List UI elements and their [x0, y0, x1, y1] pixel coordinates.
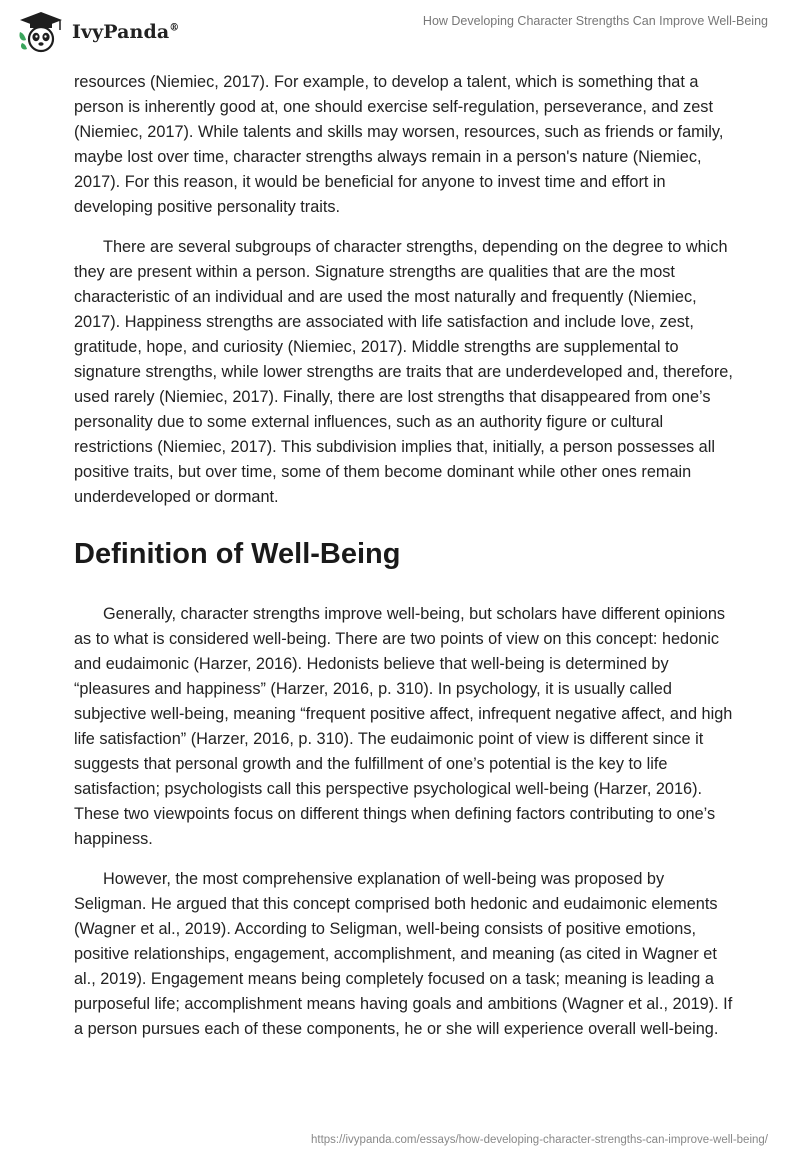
brand-name	[72, 21, 179, 43]
source-url[interactable]: https://ivypanda.com/essays/how-developing-character-strengths-can-improve-well-being/	[310, 1134, 768, 1146]
document-title: How Developing Character Strengths Can Improve Well-Being	[422, 14, 768, 28]
ivypanda-logo[interactable]	[16, 10, 179, 54]
essay-content	[74, 70, 734, 1057]
paragraph-continuation: resources (Niemiec, 2017). For example, to develop a talent, which is something that a person is inherently good at, one should exercise self-regulation, perseverance, and zest (Niemiec, 2017). While talents and skills may worsen, resources, such as friends or family, maybe lost over time, character strengths always remain in a person's nature (Niemiec, 2017). For this reason, it would be beneficial for anyone to invest time and effort in developing positive personality traits.	[74, 73, 724, 216]
page-header	[0, 0, 800, 64]
section-heading: Definition of Well-Being	[74, 538, 401, 570]
paragraph-seligman: However, the most comprehensive explanation of well-being was proposed by Seligman. He argued that this concept comprised both hedonic and eudaimonic elements (Wagner et al., 2019). According to Seligman, well-being consists of positive emotions, positive relationships, engagement, accomplishment, and meaning (as cited in Wagner et al., 2019). Engagement means being completely focused on a task; meaning is leading a purposeful life; accomplishment means having goals and ambitions (Wagner et al., 2019). If a person pursues each of these components, he or she will experience overall well-being.	[74, 870, 733, 1038]
panda-graduation-cap-icon	[16, 10, 66, 54]
brand-name-text: IvyPanda	[72, 21, 170, 43]
paragraph-subgroups: There are several subgroups of character strengths, depending on the degree to which they are present within a person. Signature strengths are qualities that are the most characteristic of an individual and are used the most naturally and frequently (Niemiec, 2017). Happiness strengths are associated with life satisfaction and include love, zest, gratitude, hope, and curiosity (Niemiec, 2017). Middle strengths are supplemental to signature strengths, while lower strengths are traits that are underdeveloped and, therefore, used rarely (Niemiec, 2017). Finally, there are lost strengths that disappeared from one’s personality due to some external influences, such as an authority figure or cultural restrictions (Niemiec, 2017). This subdivision implies that, initially, a person possesses all positive traits, but over time, some of them become dominant while other ones remain underdeveloped or dormant.	[74, 238, 733, 506]
registered-mark: ®	[169, 22, 180, 34]
paragraph-hedonic-eudaimonic: Generally, character strengths improve well-being, but scholars have different opinions as to what is considered well-being. There are two points of view on this concept: hedonic and eudaimonic (Harzer, 2016). Hedonists believe that well-being is determined by “pleasures and happiness” (Harzer, 2016, p. 310). In psychology, it is usually called subjective well-being, meaning “frequent positive affect, infrequent negative affect, and high life satisfaction” (Harzer, 2016, p. 310). The eudaimonic point of view is different since it suggests that personal growth and the fulfillment of one’s potential is the key to life satisfaction; psychologists call this perspective psychological well-being (Harzer, 2016). These two viewpoints focus on different things when defining factors contributing to one’s happiness.	[74, 605, 733, 848]
